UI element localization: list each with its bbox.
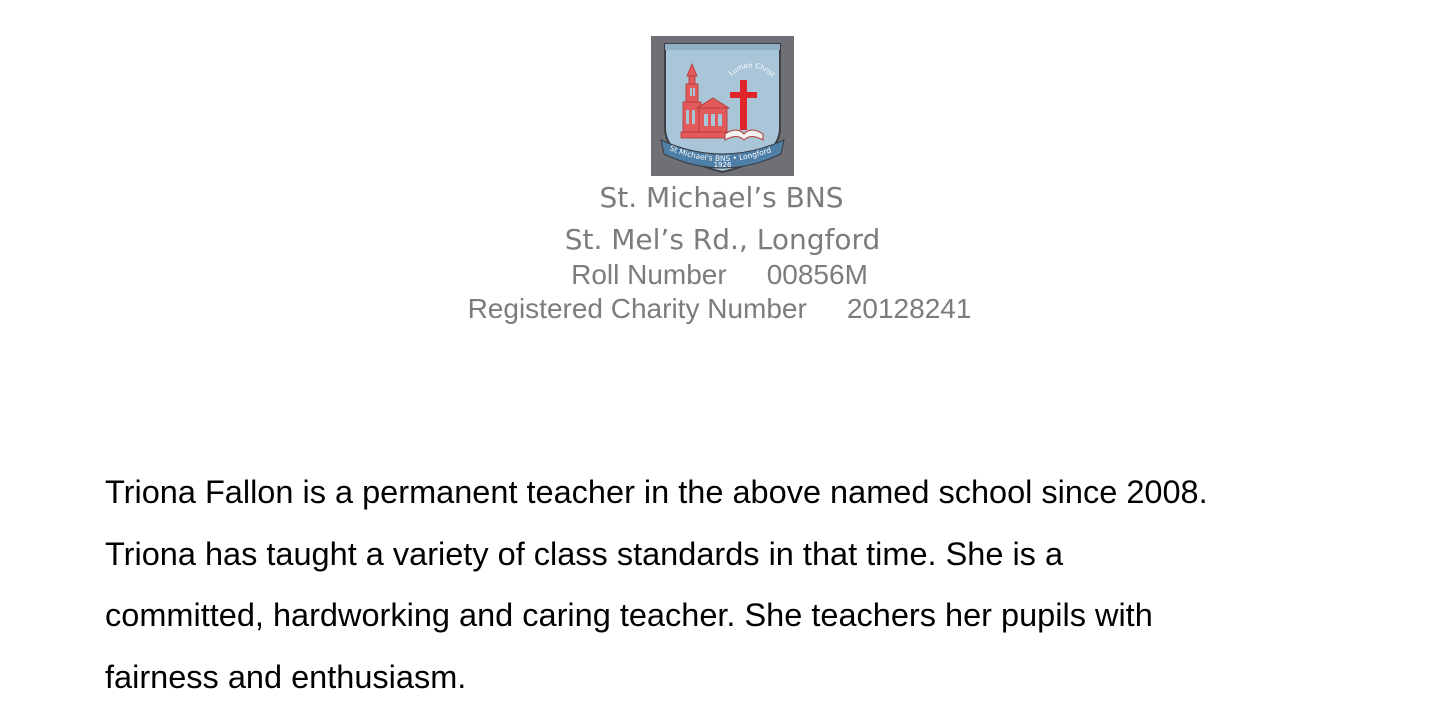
crest-banner-text: St Michael's BNS • Longford	[668, 143, 773, 164]
school-name: St. Michael’s BNS	[599, 181, 844, 214]
charity-number-value: 20128241	[846, 293, 972, 324]
body-line: committed, hardworking and caring teacher. She teachers her pupils with	[105, 597, 1153, 633]
school-address: St. Mel’s Rd., Longford	[564, 223, 881, 256]
crest-year-text: 1926	[713, 161, 732, 169]
crest-motto-text: Lumen Christ	[727, 61, 777, 80]
roll-number-value: 00856M	[766, 259, 868, 290]
roll-number-line	[0, 258, 1439, 292]
charity-number-line	[0, 292, 1439, 326]
letter-body	[105, 462, 1365, 708]
body-line: fairness and enthusiasm.	[105, 658, 467, 695]
roll-number-label: Roll Number	[571, 259, 727, 290]
charity-number-label: Registered Charity Number	[467, 293, 807, 324]
school-crest-logo	[651, 36, 794, 176]
body-line: Triona Fallon is a permanent teacher in the above named school since 2008.	[105, 474, 1208, 510]
body-line: Triona has taught a variety of class standards in that time. She is a	[105, 535, 1064, 572]
